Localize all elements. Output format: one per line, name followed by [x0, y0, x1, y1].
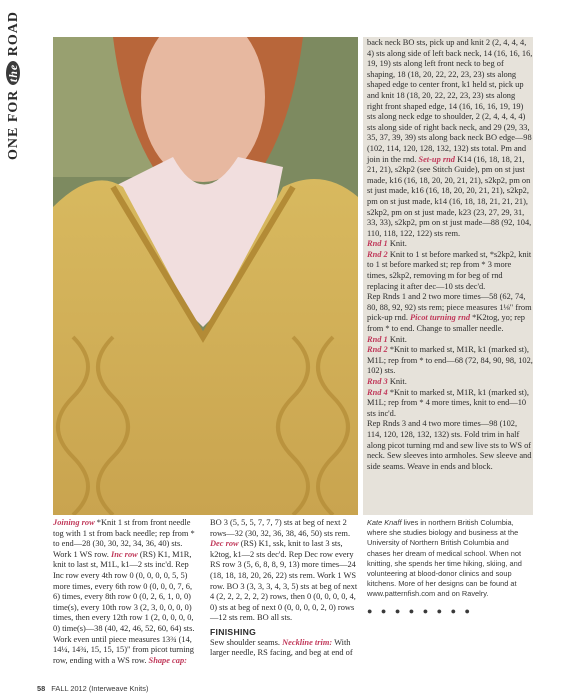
- rc-text: *Knit to marked st, M1R, k1 (marked st), M1L; rep from * to end—68 (72, 84, 90, 98, 102, 102) sts.: [367, 345, 533, 376]
- rc-text: Knit.: [389, 239, 407, 249]
- dec-text: (RS) K1, ssk, knit to last 3 sts, k2tog, k1—2 sts dec'd. Rep Dec row every RS row 3 (5, 6, 8, 8, 9, 13) more times—24 (18, 18, 18, 20, 26, 22) sts rem. Work 1 WS row. BO 3 (3, 3, 3, 4, 3, 5) sts at beg of next 4 (2, 2, 2, 2, 2, 2) rows, then 0 (0, 0, 0, 0, 4, 0) sts at beg of next 0 (0, 0, 0, 0, 2, 0) rows—12 sts rem. BO all sts.: [210, 539, 358, 623]
- dec-label: Dec row: [210, 539, 239, 549]
- issue-label: FALL 2012: [51, 684, 87, 693]
- rc-text: back neck BO sts, pick up and knit 2 (2, 4, 4, 4, 4) sts along side of left back neck, 14 (16, 16, 16, 19, 19) sts along left front neck to beg of shaping, 18 (18, 20, 22, 22, 23, 23) sts along shaped edge to center front, k1 held st, pick up and knit 18 (18, 20, 22, 22, 23, 23) sts along right front shaped edge, 14 (16, 16, 16, 19, 19) sts along neck edge to shoulder, 2 (2, 4, 4, 4, 4) sts along side of right back neck, and 29 (29, 33, 35, 37, 39, 39) sts along back neck BO edge—98 (102, 114, 120, 128, 132, 132) sts total. Pm and join in the rnd.: [367, 38, 533, 164]
- dot-divider: ● ● ● ● ● ● ● ●: [367, 605, 473, 616]
- joining-label: Joining row: [53, 518, 95, 527]
- designer-bio: [367, 518, 533, 616]
- rc-label: Rnd 1: [367, 239, 388, 249]
- inc-text: (RS) K1, M1R, knit to last st, M1L, k1—2 sts inc'd. Rep Inc row every 4th row 0 (0, 0, 0, 0, 5, 5) more times, every 6th row 0 (0, 0, 0, 7, 6, 6) times, every 8th row 0 (0, 2, 6, 1, 0, 0) time(s), every 10th row 3 (2, 3, 0, 0, 0, 0) times, then every 12th row 1 (2, 0, 0, 0, 0, 0) time(s)—38 (40, 42, 46, 52, 60, 64) sts. Work even until piece measures 13¾ (14, 14¼, 14¾, 15, 15, 15)" from picot turning row, ending with a WS row.: [53, 549, 195, 665]
- shape-cap-label: Shape cap:: [148, 655, 187, 665]
- title-amp: the: [6, 61, 20, 85]
- rc-label: Rnd 2: [367, 345, 388, 355]
- rc-text: Rep Rnds 1 and 2 two more times—58 (62, 74, 80, 88, 92, 92) sts rem; piece measures 1⅛" from pick-up rnd.: [367, 292, 532, 323]
- rc-label: Set-up rnd: [418, 154, 455, 164]
- bio-text: lives in northern British Columbia, where she studies biology and business at the University of Northern British Columbia and chases her dream of medical school. When not knitting, she spends her time hiking, skiing, and volunteering at blood-donor clinics and soup kitchens. More of her designs can be found at www.patternfish.com and on Ravelry.: [367, 518, 522, 599]
- rc-text: *K2tog, yo; rep from * to end. Change to smaller needle.: [367, 313, 525, 334]
- pattern-text-col2: [210, 518, 360, 659]
- rc-text: Knit to 1 st before marked st, *s2kp2, knit to 1 st before marked st; rep from * 3 more times, s2kp2, removing m for beg of rnd replacing it after dec—10 sts dec'd.: [367, 249, 532, 291]
- rc-label: Picot turning rnd: [410, 313, 471, 323]
- rc-label: Rnd 3: [367, 377, 388, 386]
- neckline-label: Neckline trim:: [282, 637, 333, 647]
- sweater-photo: [53, 37, 358, 515]
- neckline-text: With larger needle, RS facing, and beg at end of: [210, 637, 353, 658]
- brand-label: Interweave Knits: [91, 684, 146, 693]
- bo-text: BO 3 (5, 5, 5, 7, 7, 7) sts at beg of next 2 rows—32 (30, 32, 36, 38, 46, 50) sts rem.: [210, 518, 351, 538]
- section-title: [6, 11, 28, 160]
- rc-text: Knit.: [389, 377, 407, 386]
- joining-text: *Knit 1 st from front needle tog with 1 st from back needle; rep from * to end—28 (30, 30, 32, 34, 36, 40) sts. Work 1 WS row.: [53, 518, 195, 559]
- rc-label: Rnd 2: [367, 249, 388, 259]
- rc-text: Knit.: [389, 334, 407, 344]
- page-footer: 58 FALL 2012 (Interweave Knits): [37, 684, 149, 693]
- rc-label: Rnd 1: [367, 334, 388, 344]
- rc-label: Rnd 4: [367, 387, 388, 397]
- pattern-text-col1: [53, 518, 201, 666]
- designer-name: Kate Knaff: [367, 518, 402, 527]
- rc-text: Rep Rnds 3 and 4 two more times—98 (102, 114, 120, 128, 132, 132) sts. Fold trim in half along picot turning rnd and sew live sts to WS of neck. Sew sleeves into armholes. Sew sleeve and side seams. Weave in ends and block.: [367, 419, 532, 471]
- finishing-text: Sew shoulder seams.: [210, 637, 281, 647]
- page-number: 58: [37, 684, 46, 693]
- rc-text: K14 (16, 18, 18, 21, 21, 21), s2kp2 (see Stitch Guide), pm on st just made, k16 (16, 18, 20, 20, 21, 21), s2kp2, pm on st just made, k16 (16, 18, 20, 20, 21, 21), s2kp2, pm on st just made, k14 (16, 18, 18, 21, 21, 21), s2kp2, pm on st just made, k23 (23, 27, 29, 31, 33, 33), s2kp2, pm on st just made—88 (92, 104, 110, 118, 122, 122) sts rem.: [367, 154, 532, 238]
- finishing-heading: FINISHING: [210, 626, 257, 637]
- inc-label: Inc row: [110, 549, 138, 559]
- title-part-1: ONE FOR: [6, 89, 21, 160]
- pattern-text-right: [367, 38, 533, 472]
- rc-text: *Knit to marked st, M1R, k1 (marked st), M1L; rep from * 4 more times, knit to end—10 sts inc'd.: [367, 387, 529, 418]
- title-part-2: ROAD: [6, 11, 21, 57]
